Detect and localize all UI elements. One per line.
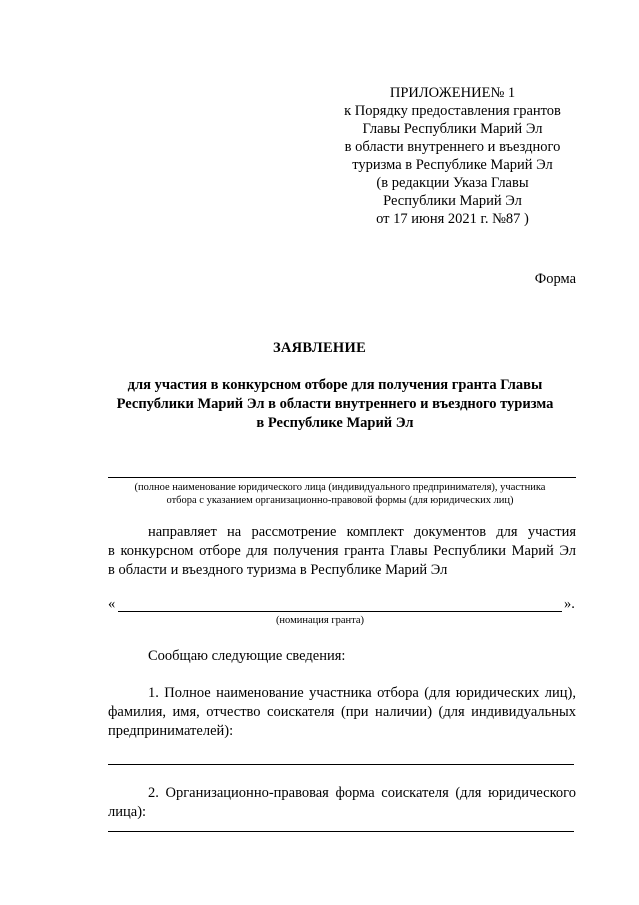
info-intro	[108, 647, 576, 666]
appendix-line: (в редакции Указа Главы	[376, 175, 529, 191]
subtitle-line: для участия в конкурсном отборе для получения гранта Главы	[127, 377, 543, 393]
appendix-line: туризма в Республике Марий Эл	[352, 157, 553, 173]
paragraph-line: 1. Полное наименование участника отбора (для юридических лиц),	[148, 685, 576, 701]
paragraph-line: лица):	[108, 804, 147, 820]
paragraph-line: в конкурсном отборе для получения гранта Главы Республики Марий Эл	[108, 543, 576, 559]
subtitle-line: Республики Марий Эл в области внутреннего и въездного туризма	[116, 396, 554, 412]
nomination-close-quote: ».	[564, 596, 575, 612]
appendix-line: ПРИЛОЖЕНИЕ№ 1	[389, 85, 516, 101]
item-1-field[interactable]	[108, 764, 574, 765]
paragraph-line: 2. Организационно-правовая форма соискателя (для юридического	[148, 785, 576, 801]
appendix-line: Главы Республики Марий Эл	[362, 121, 543, 137]
nomination-open-quote: «	[108, 596, 116, 612]
paragraph-line: предпринимателей):	[108, 723, 234, 739]
subtitle-line: в Республике Марий Эл	[256, 415, 414, 431]
item-2	[108, 784, 576, 822]
nomination-caption	[220, 614, 420, 627]
paragraph-line: в области и въездного туризма в Республике Марий Эл	[108, 562, 448, 578]
nomination-field[interactable]	[118, 611, 562, 612]
body-paragraph	[108, 523, 576, 580]
paragraph-line: Сообщаю следующие сведения:	[148, 648, 346, 664]
applicant-caption	[90, 481, 590, 507]
caption-line: (полное наименование юридического лица (индивидуального предпринимателя), участника	[134, 482, 546, 493]
appendix-line: Республики Марий Эл	[383, 193, 522, 209]
appendix-line: в области внутреннего и въездного	[344, 139, 561, 155]
caption-line: (номинация гранта)	[275, 615, 365, 626]
document-subtitle	[100, 376, 570, 433]
appendix-line: к Порядку предоставления грантов	[344, 103, 561, 119]
appendix-line: от 17 июня 2021 г. №87 )	[376, 211, 529, 227]
paragraph-line: направляет на рассмотрение комплект документов для участия	[148, 524, 576, 540]
item-1	[108, 684, 576, 741]
document-title: ЗАЯВЛЕНИЕ	[272, 340, 367, 356]
paragraph-line: фамилия, имя, отчество соискателя (при наличии) (для индивидуальных	[108, 704, 576, 720]
caption-line: отбора с указанием организационно-правовой формы (для юридических лиц)	[166, 495, 514, 506]
appendix-header	[330, 84, 575, 228]
applicant-name-field[interactable]	[108, 477, 576, 478]
form-label: Форма	[534, 271, 576, 287]
item-2-field[interactable]	[108, 831, 574, 832]
